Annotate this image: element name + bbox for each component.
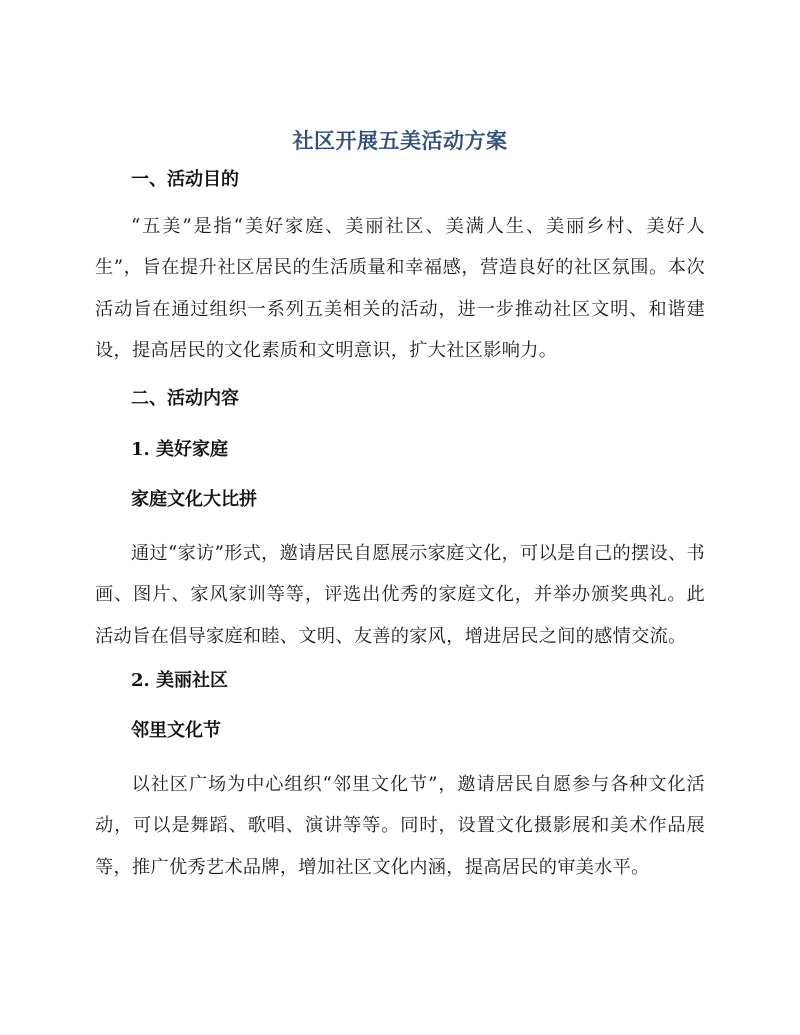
paragraph-purpose xyxy=(95,206,705,371)
document-page xyxy=(95,0,710,1035)
section-heading-purpose: 一、活动目的 xyxy=(131,169,239,190)
section-heading-content: 二、活动内容 xyxy=(131,388,239,409)
subsection-heading-family: 1. 美好家庭 xyxy=(131,439,229,460)
paragraph-family-culture xyxy=(95,533,705,657)
activity-heading-neighborhood-festival: 邻里文化节 xyxy=(131,720,221,741)
paragraph-purpose-text: “五美”是指“美好家庭、美丽社区、美满人生、美丽乡村、美好人生”，旨在提升社区居民的生活质量和幸福感，营造良好的社区氛围。本次活动旨在通过组织一系列五美相关的活动，进一步推动社区文明、和谐建设，提高居民的文化素质和文明意识，扩大社区影响力。 xyxy=(95,216,705,361)
paragraph-family-culture-text: 通过“家访”形式，邀请居民自愿展示家庭文化，可以是自己的摆设、书画、图片、家风家训等等，评选出优秀的家庭文化，并举办颁奖典礼。此活动旨在倡导家庭和睦、文明、友善的家风，增进居民之间的感情交流。 xyxy=(95,543,705,647)
paragraph-neighborhood-festival xyxy=(95,764,705,888)
paragraph-neighborhood-festival-text: 以社区广场为中心组织“邻里文化节”，邀请居民自愿参与各种文化活动，可以是舞蹈、歌唱、演讲等等。同时，设置文化摄影展和美术作品展等，推广优秀艺术品牌，增加社区文化内涵，提高居民的审美水平。 xyxy=(95,774,705,878)
activity-heading-family-culture: 家庭文化大比拼 xyxy=(131,489,257,510)
subsection-heading-community: 2. 美丽社区 xyxy=(131,670,229,691)
document-title: 社区开展五美活动方案 xyxy=(292,128,508,153)
